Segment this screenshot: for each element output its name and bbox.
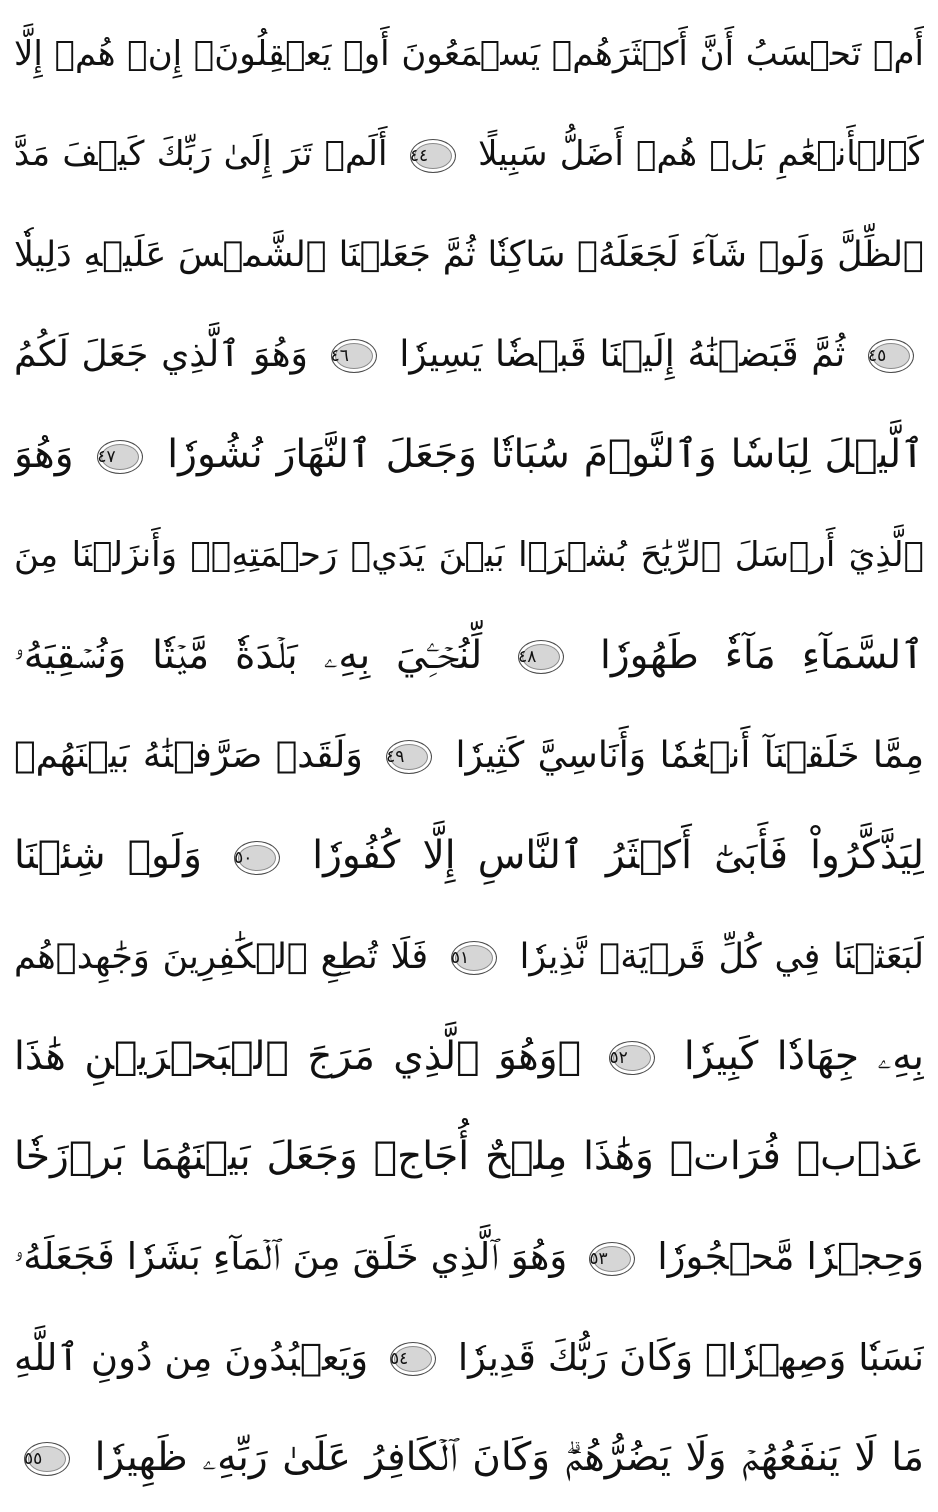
verse-text: أَلَمۡ تَرَ إِلَىٰ رَبِّكَ كَيۡفَ مَدَّ xyxy=(14,134,388,175)
verse-text: لِيَذَّكَّرُواْ فَأَبَىٰٓ أَكۡثَرُ ٱلنَّاسِ إِلَّا كُفُورٗا xyxy=(312,833,924,879)
ayah-number-marker xyxy=(24,1442,70,1476)
verse-line xyxy=(14,309,924,401)
verse-text: لِّنُحۡـِۧيَ بِهِۦ بَلۡدَةٗ مَّيۡتٗا وَنُسۡقِيَهُۥ xyxy=(14,632,483,678)
ayah-number-marker xyxy=(518,640,564,674)
verse-text: وَهُوَ xyxy=(14,432,74,478)
verse-text: فَلَا تُطِعِ ٱلۡكَٰفِرِينَ وَجَٰهِدۡهُم xyxy=(14,936,429,977)
verse-text: ۞وَهُوَ ٱلَّذِي مَرَجَ ٱلۡبَحۡرَيۡنِ هَٰذَا xyxy=(14,1033,581,1079)
ayah-number: ٥٢ xyxy=(609,1048,628,1069)
verse-text: ٱلظِّلَّ وَلَوۡ شَآءَ لَجَعَلَهُۥ سَاكِنٗا ثُمَّ جَعَلۡنَا ٱلشَّمۡسَ عَلَيۡهِ دَلِيلٗا xyxy=(14,234,924,275)
ayah-number-marker xyxy=(451,941,497,975)
ayah-number: ٤٨ xyxy=(518,647,537,668)
verse-line xyxy=(14,911,924,1003)
verse-line xyxy=(14,610,924,702)
ayah-number-marker xyxy=(589,1242,635,1276)
verse-text: وَحِجۡرٗا مَّحۡجُورٗا xyxy=(657,1235,924,1279)
verse-line xyxy=(14,1412,924,1504)
ayah-number: ٤٥ xyxy=(867,345,887,366)
verse-line xyxy=(14,409,924,501)
verse-line xyxy=(14,8,924,100)
verse-line xyxy=(14,209,924,301)
verse-line xyxy=(14,810,924,902)
verse-line xyxy=(14,108,924,200)
verse-line xyxy=(14,1011,924,1103)
ayah-number: ٤٦ xyxy=(330,345,349,366)
verse-text: كَٱلۡأَنۡعَٰمِ بَلۡ هُمۡ أَضَلُّ سَبِيلًا xyxy=(478,134,924,175)
verse-text: وَهُوَ ٱلَّذِي جَعَلَ لَكُمُ xyxy=(14,333,308,375)
verse-text: بِهِۦ جِهَادٗا كَبِيرٗا xyxy=(683,1033,924,1079)
verse-line xyxy=(14,509,924,601)
ayah-number-marker xyxy=(234,841,280,875)
ayah-number-marker xyxy=(609,1041,655,1075)
verse-text: ٱلسَّمَآءِ مَآءٗ طَهُورٗا xyxy=(600,632,924,678)
ayah-number-marker xyxy=(390,1342,436,1376)
verse-text: ٱلَّيۡلَ لِبَاسٗا وَٱلنَّوۡمَ سُبَاتٗا وَجَعَلَ ٱلنَّهَارَ نُشُورٗا xyxy=(167,432,924,478)
ayah-number-marker xyxy=(97,440,143,474)
verse-text: ٱلَّذِيٓ أَرۡسَلَ ٱلرِّيَٰحَ بُشۡرَۢا بَيۡنَ يَدَيۡ رَحۡمَتِهِۦۚ وَأَنزَلۡنَا مِنَ xyxy=(14,535,924,576)
verse-lines xyxy=(14,8,924,1504)
ayah-number: ٥٣ xyxy=(589,1248,608,1269)
ayah-number: ٤٩ xyxy=(386,746,405,767)
ayah-number: ٥٥ xyxy=(24,1449,43,1470)
ayah-number: ٥٠ xyxy=(234,847,253,868)
verse-text: وَلَوۡ شِئۡنَا xyxy=(14,833,202,879)
verse-line xyxy=(14,1312,924,1404)
ayah-number: ٥١ xyxy=(450,947,470,968)
verse-text: أَمۡ تَحۡسَبُ أَنَّ أَكۡثَرَهُمۡ يَسۡمَعُونَ أَوۡ يَعۡقِلُونَۚ إِنۡ هُمۡ إِلَّا xyxy=(14,34,924,74)
verse-line xyxy=(14,710,924,802)
verse-line xyxy=(14,1111,924,1203)
verse-text: وَيَعۡبُدُونَ مِن دُونِ ٱللَّهِ xyxy=(14,1335,369,1379)
verse-text: مَا لَا يَنفَعُهُمۡ وَلَا يَضُرُّهُمۡۗ وَكَانَ ٱلۡكَافِرُ عَلَىٰ رَبِّهِۦ ظَهِيرٗا xyxy=(94,1434,924,1480)
verse-line xyxy=(14,1211,924,1303)
ayah-number: ٥٤ xyxy=(389,1349,409,1370)
ayah-number: ٤٤ xyxy=(409,145,429,166)
verse-text: مِمَّا خَلَقۡنَآ أَنۡعَٰمٗا وَأَنَاسِيَّ كَثِيرٗا xyxy=(455,734,924,776)
verse-text: نَسَبٗا وَصِهۡرٗاۗ وَكَانَ رَبُّكَ قَدِيرٗا xyxy=(457,1335,924,1379)
verse-text: وَلَقَدۡ صَرَّفۡنَٰهُ بَيۡنَهُمۡ xyxy=(14,734,363,776)
ayah-number-marker xyxy=(868,339,914,373)
ayah-number-marker xyxy=(331,339,377,373)
verse-text: عَذۡبٞ فُرَاتٞ وَهَٰذَا مِلۡحٌ أُجَاجٞ وَجَعَلَ بَيۡنَهُمَا بَرۡزَخٗا xyxy=(14,1134,924,1180)
verse-text: ثُمَّ قَبَضۡنَٰهُ إِلَيۡنَا قَبۡضٗا يَسِيرٗا xyxy=(399,333,846,375)
verse-text: لَبَعَثۡنَا فِي كُلِّ قَرۡيَةٖ نَّذِيرٗا xyxy=(519,936,924,977)
verse-text: وَهُوَ ٱلَّذِي خَلَقَ مِنَ ٱلۡمَآءِ بَشَرٗا فَجَعَلَهُۥ xyxy=(14,1235,568,1279)
ayah-number-marker xyxy=(386,740,432,774)
ayah-number-marker xyxy=(410,139,456,173)
ayah-number: ٤٧ xyxy=(97,446,116,467)
